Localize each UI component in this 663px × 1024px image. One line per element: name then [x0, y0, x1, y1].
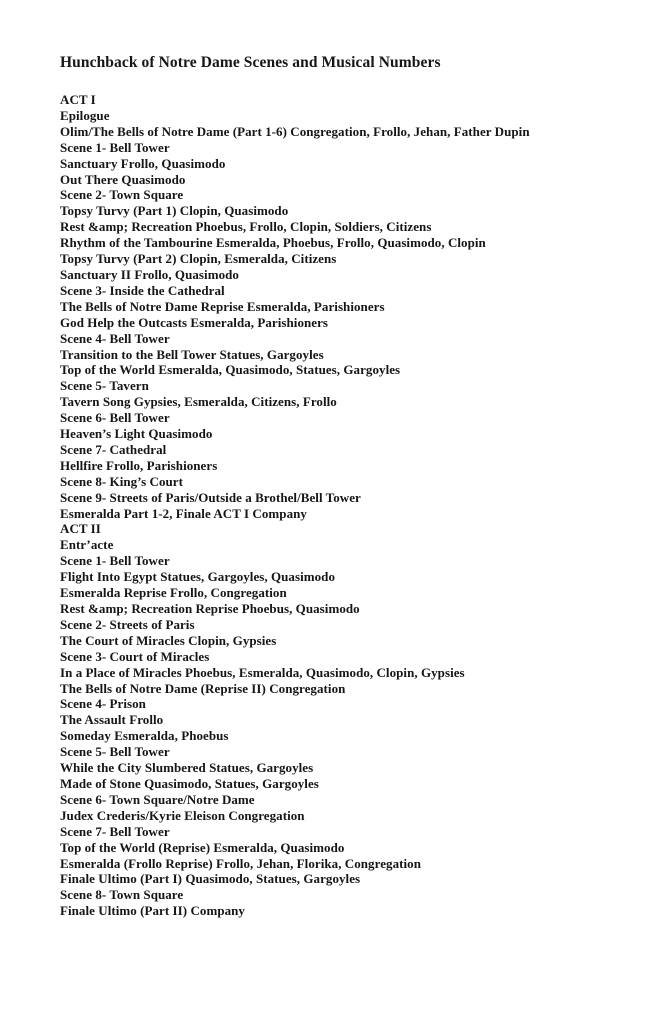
scene-line: Rest &amp; Recreation Phoebus, Frollo, Clopin, Soldiers, Citizens — [60, 219, 432, 235]
scene-line: In a Place of Miracles Phoebus, Esmeralda, Quasimodo, Clopin, Gypsies — [60, 664, 465, 680]
scene-line: Heaven’s Light Quasimodo — [60, 426, 213, 442]
scene-line: Scene 7- Cathedral — [60, 441, 167, 457]
scene-line: Olim/The Bells of Notre Dame (Part 1-6) Congregation, Frollo, Jehan, Father Dupin — [60, 123, 530, 139]
scene-line: Esmeralda Part 1-2, Finale ACT I Company — [60, 505, 307, 521]
scene-line: Finale Ultimo (Part II) Company — [60, 903, 245, 919]
scene-line: Hellfire Frollo, Parishioners — [60, 457, 218, 473]
scene-line: Scene 4- Bell Tower — [60, 330, 170, 346]
scene-line: Entr’acte — [60, 537, 114, 553]
scene-list — [60, 92, 530, 919]
scene-line: Esmeralda Reprise Frollo, Congregation — [60, 585, 287, 601]
scene-line: Scene 2- Streets of Paris — [60, 616, 195, 632]
scene-line: Sanctuary II Frollo, Quasimodo — [60, 266, 239, 282]
scene-line: Tavern Song Gypsies, Esmeralda, Citizens, Frollo — [60, 394, 337, 410]
scene-line: The Bells of Notre Dame Reprise Esmeralda, Parishioners — [60, 298, 385, 314]
scene-line: Scene 5- Tavern — [60, 378, 149, 394]
scene-line: ACT II — [60, 521, 101, 537]
scene-line: Topsy Turvy (Part 1) Clopin, Quasimodo — [60, 203, 289, 219]
scene-line: Topsy Turvy (Part 2) Clopin, Esmeralda, Citizens — [60, 251, 337, 267]
scene-line: Scene 1- Bell Tower — [60, 139, 170, 155]
scene-line: Scene 6- Town Square/Notre Dame — [60, 791, 255, 807]
scene-line: Epilogue — [60, 107, 110, 123]
scene-line: The Court of Miracles Clopin, Gypsies — [60, 632, 277, 648]
scene-line: Someday Esmeralda, Phoebus — [60, 728, 229, 744]
scene-line: Top of the World (Reprise) Esmeralda, Quasimodo — [60, 839, 345, 855]
scene-line: Sanctuary Frollo, Quasimodo — [60, 155, 226, 171]
scene-line: Scene 7- Bell Tower — [60, 823, 170, 839]
scene-line: Scene 5- Bell Tower — [60, 744, 170, 760]
scene-line: Scene 9- Streets of Paris/Outside a Brothel/Bell Tower — [60, 489, 361, 505]
scene-line: Made of Stone Quasimodo, Statues, Gargoyles — [60, 775, 319, 791]
scene-line: Judex Crederis/Kyrie Eleison Congregation — [60, 807, 305, 823]
scene-line: The Assault Frollo — [60, 712, 164, 728]
scene-line: God Help the Outcasts Esmeralda, Parishioners — [60, 314, 329, 330]
scene-line: Scene 8- Town Square — [60, 887, 184, 903]
scene-line: Scene 2- Town Square — [60, 187, 184, 203]
scene-line: Transition to the Bell Tower Statues, Gargoyles — [60, 346, 324, 362]
scene-line: Out There Quasimodo — [60, 171, 186, 187]
scene-line: While the City Slumbered Statues, Gargoyles — [60, 760, 314, 776]
scene-line: Rhythm of the Tambourine Esmeralda, Phoebus, Frollo, Quasimodo, Clopin — [60, 235, 486, 251]
scene-line: Flight Into Egypt Statues, Gargoyles, Quasimodo — [60, 569, 336, 585]
scene-line: Finale Ultimo (Part I) Quasimodo, Statues, Gargoyles — [60, 871, 361, 887]
scene-line: Top of the World Esmeralda, Quasimodo, Statues, Gargoyles — [60, 362, 401, 378]
scene-line: The Bells of Notre Dame (Reprise II) Congregation — [60, 680, 346, 696]
scene-line: Scene 3- Inside the Cathedral — [60, 282, 225, 298]
scene-line: ACT I — [60, 92, 96, 107]
scene-line: Scene 6- Bell Tower — [60, 410, 170, 426]
scene-line: Esmeralda (Frollo Reprise) Frollo, Jehan, Florika, Congregation — [60, 855, 421, 871]
scene-line: Scene 8- King’s Court — [60, 473, 183, 489]
scene-line: Scene 3- Court of Miracles — [60, 648, 210, 664]
scene-line: Scene 4- Prison — [60, 696, 146, 712]
scene-line: Scene 1- Bell Tower — [60, 553, 170, 569]
scene-line: Rest &amp; Recreation Reprise Phoebus, Quasimodo — [60, 601, 360, 616]
page-title: Hunchback of Notre Dame Scenes and Musical Numbers — [60, 54, 441, 71]
